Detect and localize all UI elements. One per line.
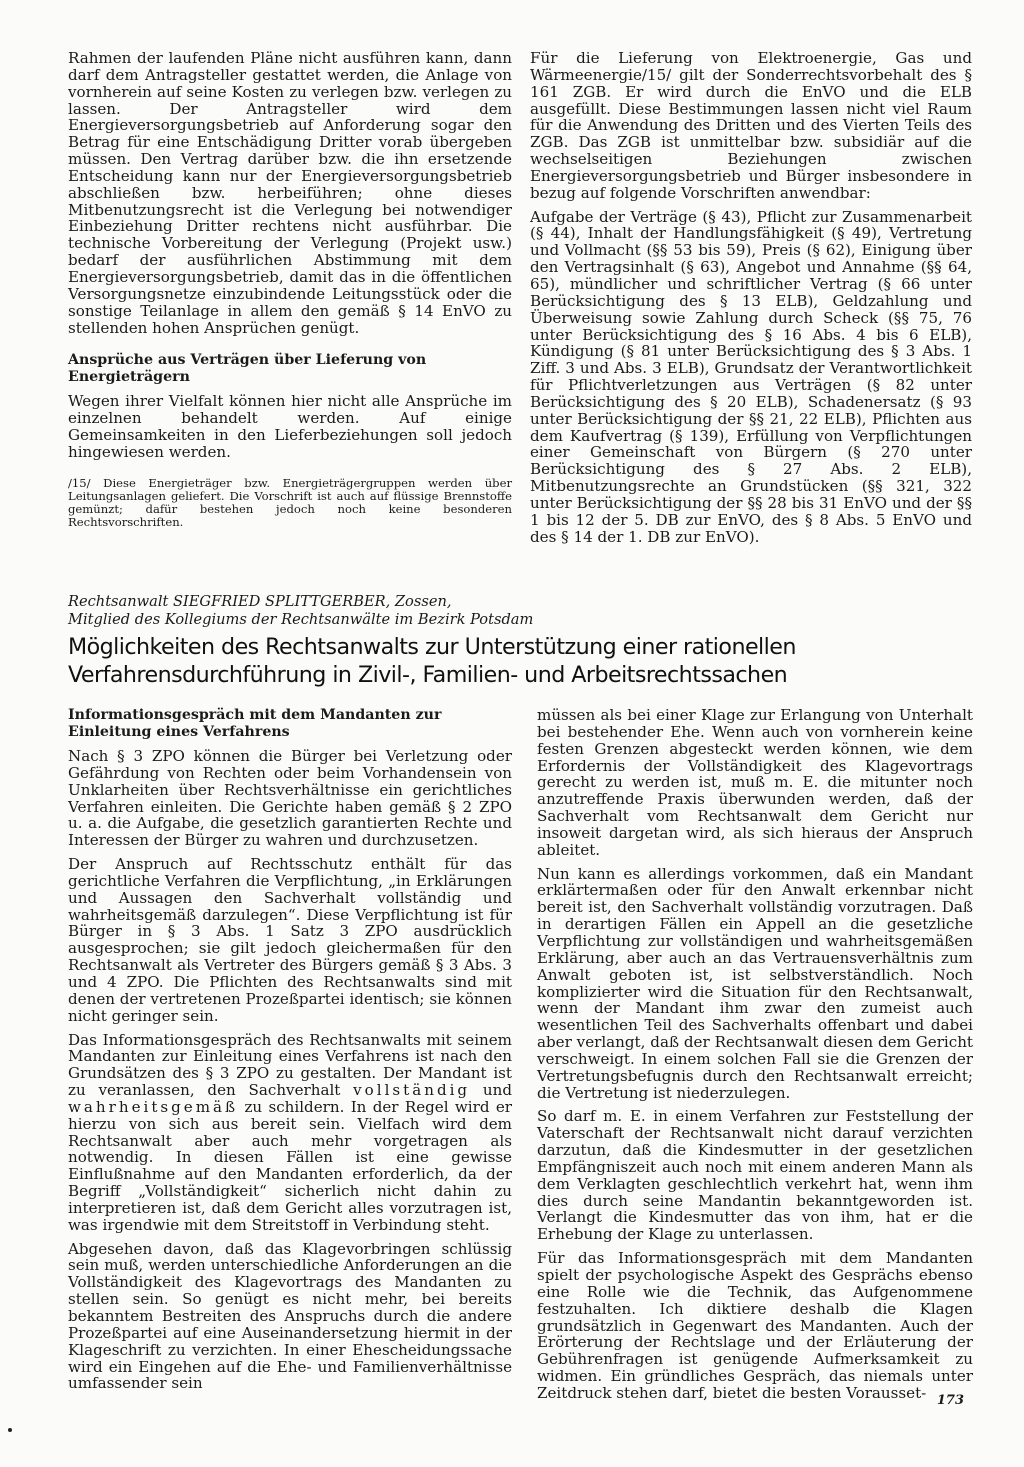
body-paragraph: So darf m. E. in einem Verfahren zur Feststellung der Vaterschaft der Rechtsanwalt nicht darauf verzichten darzutun, daß die Kindesmutter in der gesetzlichen Empfängniszeit auch noch mit einem anderen Mann als dem Verklagten geschlechtlich verkehrt hat, wenn ihm dies durch seine Mandantin bekanntgeworden ist. Verlangt die Kindesmutter das von ihm, hat er die Erhebung der Klage zu unterlassen. bbox=[537, 1107, 973, 1244]
title-line: Möglichkeiten des Rechtsanwalts zur Unterstützung einer rationellen bbox=[68, 634, 796, 660]
body-paragraph: Nun kann es allerdings vorkommen, daß ein Mandant erklärtermaßen oder für den Anwalt erkennbar nicht bereit ist, den Sachverhalt vollständig vorzutragen. Daß in derartigen Fällen ein Appell an die gesetzliche Verpflichtung zur vollständigen und wahrheitsgemäßen Erklärung, aber auch an das Vertrauensverhältnis zum Anwalt geboten ist, ist selbstverständlich. Noch komplizierter wird die Situation für den Rechtsanwalt, wenn der Mandant ihm zwar den zumeist auch wesentlichen Teil des Sachverhalts offenbart und dabei aber verlangt, daß der Rechtsanwalt diesen dem Gericht verschweigt. In einem solchen Fall sie die Grenzen der Vertretungsbefugnis durch den Rechtsanwalt erreicht; die Vertretung ist niederzulegen. bbox=[537, 864, 973, 1102]
text-run: zu schildern. In der Regel wird er hierzu von sich aus bereit sein. Vielfach wird dem Rechtsanwalt aber auch mehr vorgetragen als notwendig. In diesen Fällen ist eine gewisse Einflußnahme auf den Mandanten erforderlich, da der Begriff „Vollständigkeit“ sicherlich nicht dahin zu interpretieren ist, daß dem Gericht alles vorzutragen ist, was irgendwie mit dem Streitstoff in Verbindung steht. bbox=[68, 1097, 512, 1234]
bottom-right-column bbox=[537, 707, 973, 1409]
emphasis-spaced: wahrheitsgemäß bbox=[68, 1097, 239, 1116]
body-paragraph: Nach § 3 ZPO können die Bürger bei Verletzung oder Gefährdung von Rechten oder beim Vorhandensein von Unklarheiten über Rechtsverhältnisse ein gerichtliches Verfahren einleiten. Die Gerichte haben gemäß § 2 ZPO u. a. die Aufgabe, die gesetzlich garantierten Rechte und Interessen der Bürger zu wahren und durchzusetzen. bbox=[68, 747, 512, 850]
body-paragraph: Der Anspruch auf Rechtsschutz enthält für das gerichtliche Verfahren die Verpflichtung, „in Erklärungen und Aussagen den Sachverhalt vollständig und wahrheitsgemäß darzulegen“. Diese Verpflichtung ist für Bürger in § 3 Abs. 1 Satz 3 ZPO ausdrücklich ausgesprochen; sie gilt jedoch gleichermaßen für den Rechtsanwalt als Vertreter des Bürgers gemäß § 3 Abs. 3 und 4 ZPO. Die Pflichten des Rechtsanwalts sind mit denen der vertretenen Prozeßpartei identisch; sie können nicht geringer sein. bbox=[68, 855, 512, 1025]
body-paragraph: Wegen ihrer Vielfalt können hier nicht alle Ansprüche im einzelnen behandelt werden. Auf einige Gemeinsamkeiten in den Lieferbeziehungen soll jedoch hingewiesen werden. bbox=[68, 392, 512, 461]
author-line: Rechtsanwalt SIEGFRIED SPLITTGERBER, Zossen, bbox=[68, 593, 452, 610]
scan-mark bbox=[8, 1428, 12, 1432]
body-paragraph: Abgesehen davon, daß das Klagevorbringen schlüssig sein muß, werden unterschiedliche Anforderungen an die Vollständigkeit des Klagevortrags des Mandanten zu stellen sein. So genügt es nicht mehr, bei bereits bekanntem Bestreiten des Anspruchs durch die andere Prozeßpartei auf eine Auseinandersetzung hiermit in der Klageschrift zu verzichten. In einer Ehescheidungssache wird ein Eingehen auf die Ehe- und Familienverhältnisse umfassender sein bbox=[68, 1239, 512, 1393]
body-paragraph: Für das Informationsgespräch mit dem Mandanten spielt der psychologische Aspekt des Gesprächs ebenso eine Rolle wie die Technik, das Aufgenommene festzuhalten. Ich diktiere deshalb die Klagen grundsätzlich in Gegenwart des Mandanten. Auch der Erörterung der Rechtslage und der Erläuterung der Gebührenfragen ist genügende Aufmerksamkeit zu widmen. Ein gründliches Gespräch, das niemals unter Zeitdruck stehen darf, bietet die besten Vorausset- bbox=[537, 1249, 973, 1402]
body-paragraph: Aufgabe der Verträge (§ 43), Pflicht zur Zusammenarbeit (§ 44), Inhalt der Handlungsfähigkeit (§ 49), Vertretung und Vollmacht (§§ 53 bis 59), Preis (§ 62), Einigung über den Vertragsinhalt (§ 63), Angebot und Annahme (§§ 64, 65), mündlicher und schriftlicher Vertrag (§ 66 unter Berücksichtigung des § 13 ELB), Geldzahlung und Überweisung sowie Zahlung durch Scheck (§§ 75, 76 unter Berücksichtigung des § 16 Abs. 4 bis 6 ELB), Kündigung (§ 81 unter Berücksichtigung des § 3 Abs. 1 Ziff. 3 und Abs. 3 ELB), Grundsatz der Verantwortlichkeit für Pflichtverletzungen aus Verträgen (§ 82 unter Berücksichtigung des § 20 ELB), Schadenersatz (§ 93 unter Berücksichtigung der §§ 21, 22 ELB), Pflichten aus dem Kaufvertrag (§ 139), Erfüllung von Verpflichtungen einer Gemeinschaft von Bürgern (§ 270 unter Berücksichtigung des § 27 Abs. 2 ELB), Mitbenutzungsrechte an Grundstücken (§§ 321, 322 unter Berücksichtigung der §§ 28 bis 31 EnVO und der §§ 1 bis 12 der 5. DB zur EnVO, des § 8 Abs. 5 EnVO und des § 14 der 1. DB zur EnVO). bbox=[530, 207, 972, 546]
title-line: Verfahrensdurchführung in Zivil-, Familien- und Arbeitsrechtssachen bbox=[68, 661, 788, 688]
author-affiliation: Mitglied des Kollegiums der Rechtsanwälte im Bezirk Potsdam bbox=[68, 610, 534, 628]
body-paragraph bbox=[68, 1032, 512, 1234]
section-subheading: Ansprüche aus Verträgen über Lieferung von Energieträgern bbox=[68, 352, 427, 385]
top-left-column bbox=[68, 50, 512, 530]
emphasis-spaced: vollständig bbox=[353, 1081, 471, 1100]
article-title bbox=[68, 634, 968, 689]
bottom-left-column bbox=[68, 707, 512, 1399]
body-paragraph: müssen als bei einer Klage zur Erlangung von Unterhalt bei bestehender Ehe. Wenn auch von vornherein keine festen Grenzen abgesteckt werden können, wie dem Erfordernis der Vollständigkeit des Klagevortrags gerecht zu werden ist, muß m. E. die mitunter noch anzutreffende Praxis überwunden werden, daß der Sachverhalt vom Rechtsanwalt dem Gericht nur insoweit dargetan wird, als sich hieraus der Anspruch ableitet. bbox=[537, 706, 973, 859]
top-right-column bbox=[530, 50, 972, 552]
body-paragraph: Für die Lieferung von Elektroenergie, Gas und Wärmeenergie/15/ gilt der Sonderrechtsvorbehalt des § 161 ZGB. Er wird durch die EnVO und die ELB ausgefüllt. Diese Bestimmungen lassen nicht viel Raum für die Anwendung des Dritten und des Vierten Teils des ZGB. Das ZGB ist unmittelbar bzw. subsidiär auf die wechselseitigen Beziehungen zwischen Energieversorgungsbetrieb und Bürger insbesondere in bezug auf folgende Vorschriften anwendbar: bbox=[530, 49, 972, 202]
page-number: 173 bbox=[936, 1393, 964, 1408]
text-run: Das Informationsgespräch des Rechtsanwalts mit seinem Mandanten zur Einleitung eines Verfahrens ist nach den Grundsätzen des § 3 ZPO zu gestalten. Der Mandant ist zu veranlassen, den Sachverhalt bbox=[68, 1030, 512, 1100]
section-subheading: Informationsgespräch mit dem Mandanten zur Einleitung eines Verfahrens bbox=[68, 707, 442, 740]
text-run: und bbox=[470, 1081, 512, 1100]
footnote: /15/ Diese Energieträger bzw. Energieträgergruppen werden über Leitungsanlagen geliefert. Die Vorschrift ist auch auf flüssige Brennstoffe gemünzt; dafür bestehen jedoch noch keine besonderen Rechtsvorschriften. bbox=[68, 475, 512, 530]
author-byline bbox=[68, 593, 768, 628]
body-paragraph: Rahmen der laufenden Pläne nicht ausführen kann, dann darf dem Antragsteller gestattet werden, die Anlage von vornherein auf seine Kosten zu verlegen bzw. verlegen zu lassen. Der Antragsteller wird dem Energieversorgungsbetrieb auf Anforderung sogar den Betrag für eine Entschädigung Dritter vorab übergeben müssen. Den Vertrag darüber bzw. die ihn ersetzende Entscheidung kann nur der Energieversorgungsbetrieb abschließen bzw. herbeiführen; ohne dieses Mitbenutzungsrecht ist die Verlegung bei notwendiger Einbeziehung Dritter rechtens nicht ausführbar. Die technische Vorbereitung der Verlegung (Projekt usw.) bedarf der ausführlichen Abstimmung mit dem Energieversorgungsbetrieb, damit das in die öffentlichen Versorgungsnetze einzubindende Leitungsstück oder die sonstige Teilanlage in allem den gemäß § 14 EnVO zu stellenden hohen Ansprüchen genügt. bbox=[68, 49, 512, 337]
